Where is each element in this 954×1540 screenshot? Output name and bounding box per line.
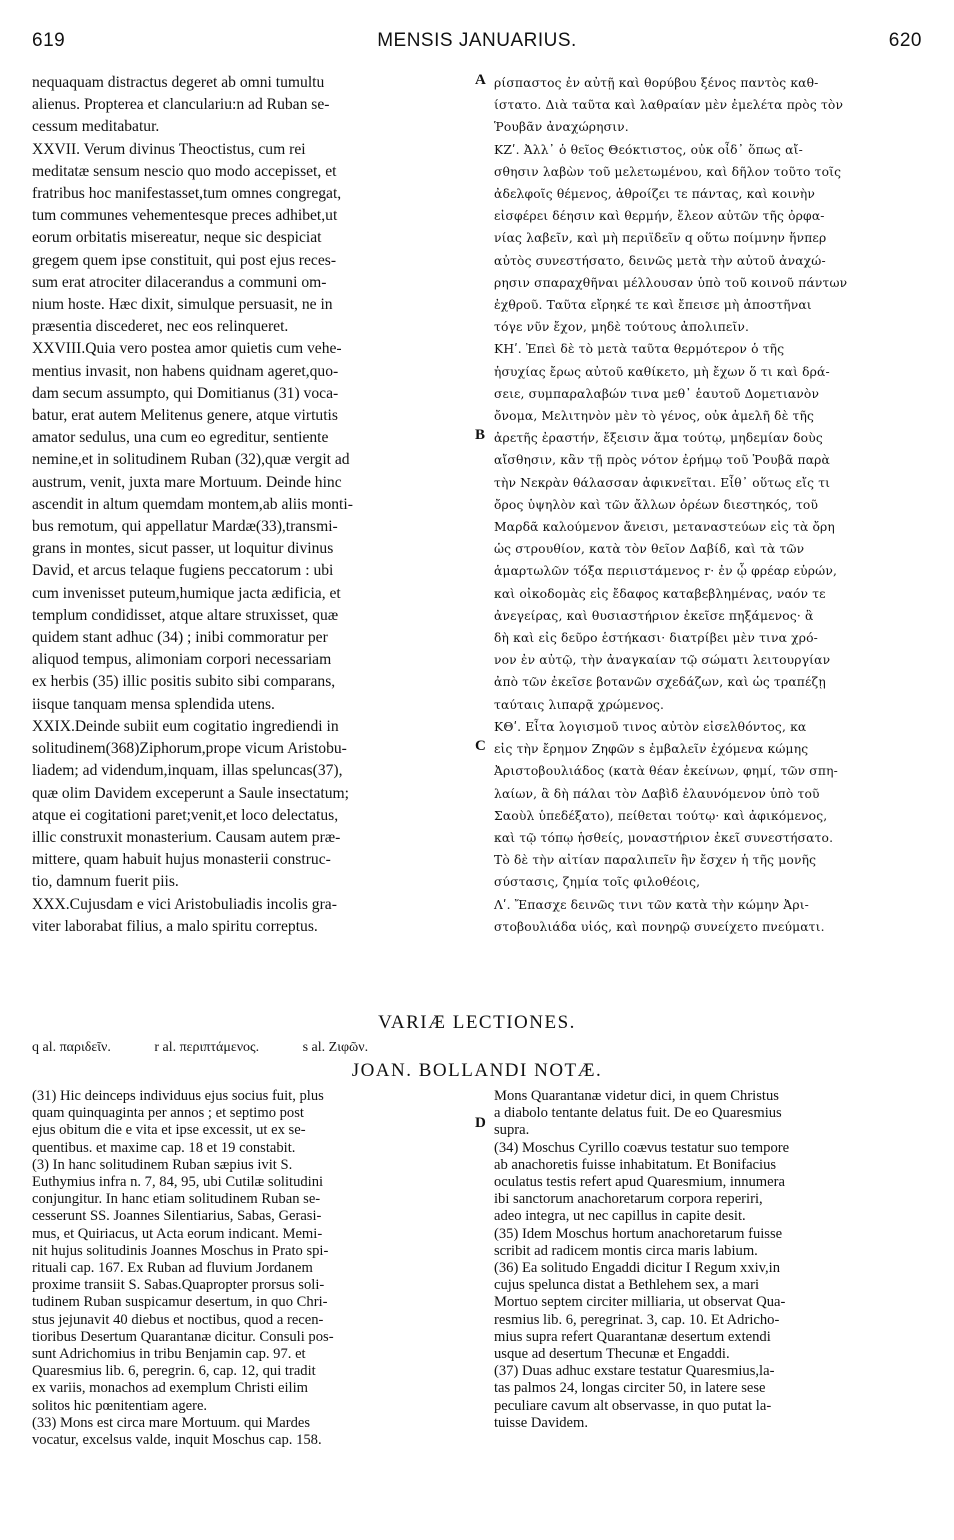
- footnote-line: Mortuo septem circiter milliaria, ut observat Qua-: [494, 1294, 786, 1311]
- footnote-line: ejus obitum die e vita et ipse excessit, ut ex se-: [32, 1122, 306, 1139]
- footnote-line: adeo integra, ut nec capillus in capite desit.: [494, 1208, 746, 1225]
- greek-text-line: ταύταις λιπαρᾷ χρώμενος.: [494, 697, 665, 712]
- footnote-line: (35) Idem Moschus hortum anachoretarum fuisse: [494, 1225, 783, 1242]
- latin-text-line: XXVIII.Quia vero postea amor quietis cum vehe-: [32, 340, 342, 358]
- latin-text-line: sum erat atrociter dilacerandus a communi om-: [32, 273, 327, 291]
- variant-r: r al. περιπτάμενος.: [154, 1040, 260, 1055]
- footnote-line: scribit ad radicem montis circa maris labium.: [494, 1242, 758, 1259]
- greek-text-line: στοβουλιάδα υἱός, καὶ πονηρῷ συνείχετο πνεύματι.: [494, 919, 825, 934]
- footnote-line: mus, et Quiriacus, ut Acta eorum indicant. Memi-: [32, 1225, 323, 1242]
- footnote-line: sunt Adrichomius in tribu Benjamin cap. 97. et: [32, 1346, 306, 1363]
- right-page-number: 620: [888, 30, 922, 51]
- footnote-line: tioribus Desertum Quarantanæ dicitur. Consuli pos-: [32, 1328, 334, 1345]
- greek-text-line: εἰς τὴν ἔρημον Ζηφῶν s ἐμβαλεῖν ἐχόμενα κώμης: [494, 742, 809, 757]
- greek-text-line: ΚΘʹ. Εἶτα λογισμοῦ τινος αὐτὸν εἰσελθόντος, κα: [494, 719, 807, 734]
- greek-text-line: ρίσπαστος ἐν αὐτῇ καὶ θορύβου ξένος παντὸς καθ-: [494, 76, 819, 90]
- footnote-line: ex variis, monachos ad exemplum Christi eilim: [32, 1380, 309, 1397]
- latin-text-line: viter laborabat filius, a malo spiritu correptus.: [32, 917, 318, 935]
- greek-text-line: ἐχθροῦ. Ταῦτα εἴρηκέ τε καὶ ἔπεισε μὴ ἀποστῆναι: [494, 298, 812, 313]
- greek-text-line: ἁμαρτωλῶν τόξα περιιστάμενος r· ἐν ᾧ φρέαρ εὑρών,: [494, 564, 838, 579]
- latin-text-line: tum communes vehementesque preces adhibet,ut: [32, 207, 338, 225]
- greek-text-line: ὄρος ὑψηλὸν καὶ τῶν ἄλλων ὀρέων διεστηκός, τοῦ: [494, 497, 819, 512]
- greek-text-line: σειε, συμπαραλαβών τινα μεθ᾽ ἑαυτοῦ Δομετιανὸν: [494, 386, 820, 401]
- section-marker-d: D: [475, 1115, 486, 1131]
- footnote-line: Mons Quarantanæ videtur dici, in quem Christus: [494, 1088, 779, 1104]
- greek-text-line: καὶ οἰκοδομὰς εἰς ἔδαφος καταβεβλημένας, ναόν τε: [494, 586, 826, 601]
- footnote-line: (36) Ea solitudo Engaddi dicitur I Regum xxiv,in: [494, 1260, 781, 1277]
- footnote-line: proxime transiit S. Sabas.Quapropter prorsus soli-: [32, 1277, 325, 1294]
- footnote-line: quam quinquaginta per annos ; et septimo post: [32, 1105, 304, 1122]
- greek-text-line: σύστασις, ζημία τοῖς φιλοθέοις,: [494, 875, 701, 890]
- footnote-line: (31) Hic deinceps individuus ejus socius fuit, plus: [32, 1088, 324, 1104]
- latin-text-line: cum invenisset puteum,humique jacta ædificia, et: [32, 584, 341, 602]
- greek-text-line: τόγε νῦν ἔχον, μηδὲ τούτους ἀπολιπεῖν.: [494, 320, 750, 335]
- greek-text-line: ἀρετῆς ἐραστήν, ἔξεισιν ἅμα τούτῳ, μηδεμίαν δοὺς: [494, 431, 823, 446]
- footnote-line: a diabolo tentante delatus fuit. De eo Quaresmius: [494, 1105, 782, 1122]
- greek-text-line: ἀπὸ τῶν ἐκεῖσε βοτανῶν σχεδάζων, καὶ ὡς τραπέζῃ: [494, 675, 826, 690]
- latin-text-line: nemine,et in solitudinem Ruban (32),quæ vergit ad: [32, 451, 350, 469]
- latin-text-line: meditatæ sensum nescio quo modo accepisset, et: [32, 162, 337, 180]
- greek-text-line: Τὸ δὲ τὴν αἰτίαν παραλιπεῖν ἣν ἔσχεν ἡ τῆς μονῆς: [494, 853, 817, 868]
- latin-text-line: præsentia discederet, nec eos relinqueret.: [32, 318, 289, 336]
- variae-lectiones-list: [32, 1040, 922, 1056]
- footnote-line: quentibus. et maxime cap. 18 et 19 constabit.: [32, 1139, 296, 1156]
- footnote-line: ab anachoretis fuisse inhabitatum. Et Bonifacius: [494, 1156, 777, 1173]
- latin-text-line: dam secum assumpto, qui Domitianus (31) voca-: [32, 384, 339, 402]
- footnote-line: vocatur, excelsus valde, inquit Moschus cap. 158.: [32, 1432, 322, 1449]
- footnote-line: rituali cap. 167. Ex Ruban ad fluvium Jordanem: [32, 1260, 313, 1277]
- greek-text-line: ὡς στρουθίον, κατὰ τὸν θεῖον Δαβίδ, καὶ τὰ τῶν: [494, 542, 805, 557]
- latin-text-line: fratribus hoc manifestasset,tum omnes congregat,: [32, 185, 342, 203]
- footnote-line: Quaresmius lib. 6, peregrin. 6, cap. 12, qui tradit: [32, 1363, 316, 1380]
- greek-text-line: αὐτὸς συνεστήσατο, δεινῶς μετὰ τὴν αὐτοῦ ἀναχώ-: [494, 253, 826, 268]
- greek-text-line: ἀδελφοῖς θέμενος, ἀθροίζει τε πάντας, καὶ κοινὴν: [494, 187, 816, 202]
- greek-text-column: [494, 72, 930, 938]
- greek-text-line: ΚΖʹ. Ἀλλ᾽ ὁ θεῖος Θεόκτιστος, οὐκ οἶδ᾽ ὅπως αἴ-: [494, 142, 803, 157]
- greek-text-line: τὴν Νεκρὰν θάλασσαν ἀφικνεῖται. Εἶθ᾽ οὕτως εἴς τι: [494, 475, 831, 490]
- section-marker-a: A: [475, 72, 486, 88]
- latin-text-line: ex herbis (35) illic positis subito sibi comparans,: [32, 673, 336, 691]
- section-marker-c: C: [475, 738, 486, 754]
- latin-text-line: iisque tanquam mensa splendida utens.: [32, 695, 275, 713]
- bollandi-notae-heading: JOAN. BOLLANDI NOTÆ.: [351, 1060, 603, 1081]
- footnote-line: tudinem Ruban suspicamur desertum, in quo Chri-: [32, 1294, 328, 1311]
- greek-text-line: Λʹ. Ἔπασχε δεινῶς τινι τῶν κατὰ τὴν κώμην Ἀρι-: [494, 897, 809, 912]
- latin-text-line: alienus. Propterea et clanculariu:n ad Ruban se-: [32, 96, 330, 114]
- greek-text-line: Μαρδᾶ καλούμενον ἄνεισι, μεταναστεύων εἰς τὰ ὄρη: [494, 520, 835, 535]
- latin-text-line: eorum orbitatis misereatur, neque sic despiciat: [32, 229, 322, 247]
- latin-text-line: David, et arcus telaque fugiens peccatorum : ubi: [32, 562, 334, 580]
- notes-right-column: [494, 1088, 930, 1432]
- latin-text-line: ascendit in altum quemdam montem,ab aliis monti-: [32, 495, 353, 513]
- greek-text-line: ὄνομα, Μελιτηνὸν μὲν τὸ γένος, οὐκ ἀμελῆ δὲ τῆς: [494, 409, 815, 424]
- footnote-line: usque ad desertum Thecunæ et Engaddi.: [494, 1346, 730, 1363]
- variant-s: s al. Ζιφῶν.: [302, 1040, 369, 1055]
- greek-text-line: ίστατο. Διὰ ταῦτα καὶ λαθραίαν μὲν ἐμελέτα πρὸς τὸν: [494, 98, 844, 113]
- footnote-line: tas palmos 24, longas circiter 50, in latere sese: [494, 1380, 766, 1397]
- greek-text-line: εἰσφέρει δέησιν καὶ θερμήν, ἔλεον αὐτῶν τῆς ὀρφα-: [494, 209, 825, 224]
- section-marker-b: B: [475, 427, 486, 443]
- footnote-line: (33) Mons est circa mare Mortuum. qui Mardes: [32, 1414, 311, 1431]
- footnote-line: oculatus testis refert apud Quaresmium, innumera: [494, 1174, 785, 1191]
- footnote-line: (37) Duas adhuc exstare testatur Quaresmius,la-: [494, 1363, 775, 1380]
- variae-lectiones-heading: VARIÆ LECTIONES.: [378, 1012, 576, 1033]
- greek-text-line: σθησιν λαβὼν τοῦ μελετωμένου, καὶ δῆλον τοῦτο τοῖς: [494, 164, 842, 179]
- greek-text-line: Ῥουβᾶν ἀναχώρησιν.: [494, 120, 629, 135]
- footnote-line: peculiare cavum alt observasse, in quo putat la-: [494, 1397, 772, 1414]
- left-page-number: 619: [32, 30, 66, 51]
- footnote-line: supra.: [494, 1122, 530, 1139]
- footnote-line: resmius lib. 6, peregrinat. 3, cap. 10. Et Adricho-: [494, 1311, 780, 1328]
- footnote-line: cujus spelunca distat a Bethlehem sex, a mari: [494, 1277, 760, 1294]
- greek-text-line: νίας λαβεῖν, καὶ μὴ περιϊδεῖν q οὕτω ποίμνην ἥνπερ: [494, 231, 827, 246]
- greek-text-line: ΚΗʹ. Ἐπεὶ δὲ τὸ μετὰ ταῦτα θερμότερον ὁ τῆς: [494, 342, 785, 357]
- latin-text-line: gregem quem ipse constituit, qui post ejus reces-: [32, 251, 337, 269]
- footnote-line: conjungitur. In hanc etiam solitudinem Ruban se-: [32, 1191, 321, 1208]
- greek-text-line: νον ἐν αὐτῷ, τὴν ἀναγκαίαν τῷ σώματι λειτουργίαν: [494, 653, 831, 668]
- latin-text-line: nequaquam distractus degeret ab omni tumultu: [32, 74, 325, 91]
- latin-text-line: tio, damnum fuerit piis.: [32, 873, 179, 891]
- latin-text-line: amator sedulus, una cum eo egreditur, sentiente: [32, 429, 329, 447]
- latin-text-line: mittere, quam habuit hujus monasterii construc-: [32, 851, 331, 869]
- latin-text-line: XXX.Cujusdam e vici Aristobuliadis incolis gra-: [32, 895, 337, 913]
- latin-text-line: quæ olim Davidem exceperunt a Saule insectatum;: [32, 784, 349, 802]
- footnote-line: solitos hic pœnitentiam agere.: [32, 1397, 208, 1414]
- latin-text-line: grans in montes, sicut passer, ut loquitur divinus: [32, 540, 334, 558]
- latin-text-line: illic construxit monasterium. Causam autem præ-: [32, 828, 341, 846]
- greek-text-line: δὴ καὶ εἰς δεῦρο ἑστήκασι· διατρίβει μὲν τινα χρό-: [494, 631, 818, 646]
- latin-text-line: aliquod tempus, alimoniam corpori necessariam: [32, 651, 332, 669]
- notes-left-column: [32, 1088, 472, 1449]
- latin-text-line: solitudinem(368)Ziphorum,prope vicum Aristobu-: [32, 740, 347, 758]
- latin-text-line: atque ei cogitationi paret;venit,et loco delectatus,: [32, 806, 339, 824]
- footnote-line: (34) Moschus Cyrillo coævus testatur suo tempore: [494, 1139, 790, 1156]
- footnote-line: ibi sanctorum anachoretarum corpora reperiri,: [494, 1191, 763, 1208]
- variant-q: q al. παριδεῖν.: [32, 1040, 111, 1055]
- greek-text-line: ἀνεγείρας, καὶ θυσιαστήριον ἐκεῖσε πηξάμενος· ἃ: [494, 608, 814, 623]
- greek-text-line: Σαοὺλ ὑπεδέξατο), πείθεται τούτῳ· καὶ ἀφικόμενος,: [494, 808, 828, 823]
- latin-text-line: austrum, venit, juxta mare Mortuum. Deinde hinc: [32, 473, 342, 491]
- latin-text-line: bus remotum, qui appellatur Mardæ(33),transmi-: [32, 518, 338, 536]
- footnote-line: stus jejunavit 40 diebus et noctibus, quod a recen-: [32, 1311, 324, 1328]
- greek-text-line: καὶ τῷ τόπῳ ἡσθείς, μοναστήριον ἐκεῖ συνεστήσατο.: [494, 830, 834, 845]
- latin-text-column: [32, 72, 468, 938]
- latin-text-line: mentius invasit, non habens quidnam ageret,quo-: [32, 362, 339, 380]
- footnote-line: (3) In hanc solitudinem Ruban sæpius ivit S.: [32, 1156, 293, 1173]
- page-header: [32, 30, 922, 60]
- footnote-line: cesserunt SS. Joannes Silentiarius, Sabas, Gerasi-: [32, 1208, 322, 1225]
- greek-text-line: ρησιν σπαραχθῆναι μέλλουσαν ὑπὸ τοῦ κοινοῦ πάντων: [494, 275, 848, 290]
- footnote-line: tuisse Davidem.: [494, 1414, 589, 1431]
- latin-text-line: nium hoste. Hæc dixit, simulque persuasit, ne in: [32, 296, 333, 314]
- latin-text-line: batur, erat autem Melitenus genere, atque virtutis: [32, 407, 338, 425]
- greek-text-line: ἡσυχίας ἔρως αὐτοῦ καθίκετο, μὴ ἔχων ὅ τι καὶ δρά-: [494, 364, 830, 379]
- footnote-line: Euthymius infra n. 7, 84, 95, ubi Cutilæ solitudini: [32, 1174, 324, 1191]
- footnote-line: nit hujus solitudinis Joannes Moschus in Prato spi-: [32, 1242, 329, 1259]
- latin-text-line: quidem stant adhuc (34) ; inibi commoratur per: [32, 629, 328, 647]
- latin-text-line: XXVII. Verum divinus Theoctistus, cum rei: [32, 140, 306, 158]
- latin-text-line: liadem; ad videndum,inquam, illas speluncas(37),: [32, 762, 343, 780]
- greek-text-line: λαίων, ἃ δὴ πάλαι τὸν Δαβὶδ ἐλαυνόμενον ὑπὸ τοῦ: [494, 786, 820, 801]
- greek-text-line: Ἀριστοβουλιάδος (κατὰ θέαν ἐκείνων, φημί, τῶν σπη-: [494, 764, 838, 779]
- footnote-line: mius supra refert Quarantanæ desertum extendi: [494, 1328, 771, 1345]
- latin-text-line: templum condidisset, atque altare struxisset, quæ: [32, 606, 339, 624]
- latin-text-line: XXIX.Deinde subiit eum cogitatio ingrediendi in: [32, 717, 339, 735]
- latin-text-line: cessum meditabatur.: [32, 118, 160, 136]
- greek-text-line: αἴσθησιν, κἂν τῇ πρὸς νότον ἐρήμῳ τοῦ Ῥουβᾶ παρὰ: [494, 453, 830, 468]
- running-title: MENSIS JANUARIUS.: [377, 30, 577, 51]
